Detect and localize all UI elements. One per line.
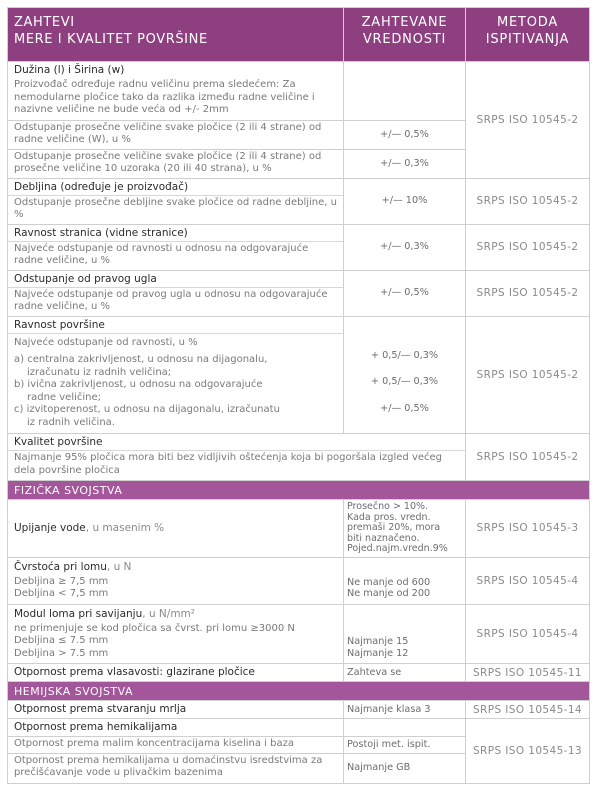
dimension-row-1: Odstupanje prosečne veličine svake pločice (2 ili 4 strane) od radne veličine (W), u % [8,120,344,149]
table-row [8,719,590,737]
header-requirements: ZAHTEVI MERE I KVALITET POVRŠINE [8,8,344,62]
thickness-cell [8,178,344,224]
section-physical [8,481,590,500]
water-absorption-value: Prosečno > 10%. Kada pros. vredn. premaši 20%, mora biti naznačeno. Pojed.najm.vredn.9% [344,500,466,558]
table-row [8,178,590,224]
thickness-row: Odstupanje prosečne debljine svake pločice od radne debljine, u % [8,195,343,224]
stain-resistance-label: Otpornost prema stvaranju mrlja [8,701,344,719]
flatness-details [8,333,343,434]
right-angle-cell [8,270,344,316]
surface-quality-row: Najmanje 95% pločica mora biti bez vidljivih oštećenja koja bi pogoršala izgled većeg dela površine pločica [8,450,465,480]
table-row [8,604,590,664]
water-absorption-label: Upijanje vode, u masenim % [8,500,344,558]
bending-modulus-cell [8,604,344,664]
dimension-value-empty [344,62,466,121]
flatness-cell [8,316,344,434]
chemical-resistance-empty [344,719,466,737]
stain-resistance-value: Najmanje klasa 3 [344,701,466,719]
breaking-strength-rows: Debljina ≥ 7,5 mm Debljina < 7,5 mm [14,575,109,599]
flatness-b-line2: radne veličine; [27,391,102,403]
requirements-table [7,7,590,784]
bending-modulus-label: Modul loma pri savijanju, u N/mm² [14,607,195,620]
table-row [8,664,590,682]
dimension-note: Proizvođač određuje radnu veličinu prema sledećem: Za nemodularne pločice tako da razlika između radne veličine i nazivne veličine ne bude veća od +/- 2mm [14,79,315,115]
flatness-value-c: +/— 0,5% [380,402,429,414]
straightness-cell [8,224,344,270]
thickness-value: +/— 10% [344,178,466,224]
table-row [8,500,590,558]
stain-resistance-method: SRPS ISO 10545-14 [466,701,590,719]
flatness-value-b: + 0,5/— 0,3% [370,376,439,387]
chemical-resistance-value-2: Najmanje GB [344,753,466,783]
table-row [8,316,590,434]
chemical-resistance-method: SRPS ISO 10545-13 [466,719,590,784]
bending-modulus-method: SRPS ISO 10545-4 [466,604,590,664]
straightness-value: +/— 0,3% [344,224,466,270]
chemical-resistance-value-1: Postoji met. ispit. [344,737,466,754]
breaking-strength-label: Čvrstoća pri lomu, u N [14,560,132,573]
section-chemical-label: HEMIJSKA SVOJSTVA [8,682,590,701]
flatness-intro: Najveće odstupanje od ravnosti, u % [14,336,198,348]
surface-quality-title: Kvalitet površine [14,436,103,448]
thickness-method: SRPS ISO 10545-2 [466,178,590,224]
water-absorption-method: SRPS ISO 10545-3 [466,500,590,558]
dimension-title-cell [8,62,344,121]
crazing-label: Otpornost prema vlasavosti: glazirane pločice [8,664,344,682]
dimension-value-1: +/— 0,5% [344,120,466,149]
flatness-method: SRPS ISO 10545-2 [466,316,590,434]
bending-modulus-rows: ne primenjuje se kod pločica sa čvrst. pri lomu ≥3000 N Debljina ≤ 7.5 mm Debljina > 7.5 mm [14,622,295,659]
table-row [8,224,590,270]
crazing-value: Zahteva se [344,664,466,682]
straightness-method: SRPS ISO 10545-2 [466,224,590,270]
flatness-b-line1: b) ivična zakrivljenost, u odnosu na odgovarajuće [14,379,263,390]
chemical-resistance-title: Otpornost prema hemikalijama [8,719,344,737]
flatness-c-line2: iz radnih veličina. [27,416,115,428]
breaking-strength-method: SRPS ISO 10545-4 [466,557,590,604]
dimension-value-2: +/— 0,3% [344,149,466,178]
right-angle-title: Odstupanje od pravog ugla [14,272,157,285]
chemical-resistance-row-2: Otpornost prema hemikalijama u domaćinstvu isredstvima za prečišćavanje vode u plivačkim bazenima [8,753,344,783]
breaking-strength-cell [8,557,344,604]
dimension-row-2: Odstupanje prosečne veličine svake pločice (2 ili 4 strane) od prosečne veličine 10 uzoraka (20 ili 40 strana), u % [8,149,344,178]
header-required-values: ZAHTEVANE VREDNOSTI [344,8,466,62]
table-row [8,270,590,316]
straightness-row: Najveće odstupanje od ravnosti u odnosu na odgovarajuće radne veličine, u % [8,241,343,270]
table-row [8,701,590,719]
dimension-title: Dužina (l) i Širina (w) [14,64,125,76]
table-row [8,557,590,604]
right-angle-method: SRPS ISO 10545-2 [466,270,590,316]
flatness-a-line1: a) centralna zakrivljenost, u odnosu na dijagonalu, [14,354,268,365]
flatness-c-line1: c) izvitoperenost, u odnosu na dijagonalu, izračunatu [14,404,280,415]
flatness-values [344,316,466,434]
dimension-method: SRPS ISO 10545-2 [466,62,590,179]
section-chemical [8,682,590,701]
bending-modulus-values: Najmanje 15 Najmanje 12 [344,604,466,664]
section-physical-label: FIZIČKA SVOJSTVA [8,481,590,500]
straightness-title: Ravnost stranica (vidne stranice) [14,226,188,239]
crazing-method: SRPS ISO 10545-11 [466,664,590,682]
flatness-value-a: + 0,5/— 0,3% [370,349,439,361]
right-angle-value: +/— 0,5% [344,270,466,316]
table-row [8,62,590,121]
table-header [8,8,590,62]
table-row [8,434,590,481]
surface-quality-method: SRPS ISO 10545-2 [466,434,590,481]
breaking-strength-values: Ne manje od 600 Ne manje od 200 [344,557,466,604]
header-test-method: METODA ISPITIVANJA [466,8,590,62]
flatness-a-line2: izračunatu iz radnih veličina; [27,366,172,378]
flatness-title: Ravnost površine [14,318,105,331]
right-angle-row: Najveće odstupanje od pravog ugla u odnosu na odgovarajuće radne veličine, u % [8,287,343,316]
thickness-title: Debljina (određuje je proizvođač) [14,180,189,193]
chemical-resistance-row-1: Otpornost prema malim koncentracijama kiselina i baza [8,737,344,754]
surface-quality-cell [8,434,466,481]
